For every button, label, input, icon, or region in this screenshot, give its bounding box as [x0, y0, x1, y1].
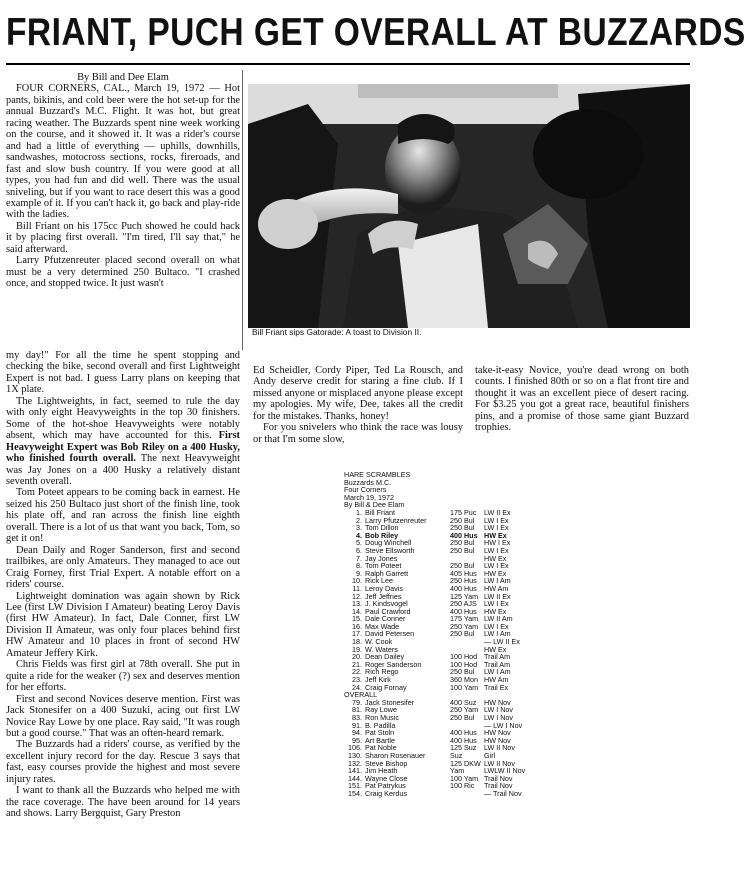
results-pos: 3. [356, 523, 362, 533]
article-paragraph: my day!" For all the time he spent stopping and checking the bike, second overall and first Lightweight Expert is not bad. I guess Larry plans on keeping that 1X plate. [6, 350, 240, 396]
photo-caption: Bill Friant sips Gatorade: A toast to Division II. [252, 327, 422, 337]
photo-bill-friant [248, 84, 690, 328]
results-pos: 17. [352, 629, 362, 639]
results-mach: 125 Yam [450, 591, 479, 601]
results-pos: 5. [356, 538, 362, 548]
results-pos: 8. [356, 561, 362, 571]
results-cls: LW II Nov [484, 758, 516, 768]
results-header-line: Four Corners [344, 485, 387, 495]
results-cls: HW Ex [484, 644, 507, 654]
results-pos: 14. [352, 606, 362, 616]
results-mach: 400 Hus [450, 728, 477, 738]
results-mach [450, 638, 484, 646]
article-paragraph: take-it-easy Novice, you're dead wrong on both counts. I finished 80th or so on a flat front tire and thought it was an excellent piece of desert racing. For $3.25 you got a great race, beautiful finishers pins, and a promise of those same giant Buzzard trophies. [475, 365, 689, 434]
results-mach: 100 Hod [450, 652, 478, 662]
results-table [344, 471, 584, 798]
results-header-line: March 19, 1972 [344, 492, 394, 502]
results-name: Ron Music [365, 713, 399, 722]
results-mach: 250 Yam [450, 621, 479, 631]
results-mach: 400 Hus [450, 530, 478, 540]
results-mach [450, 790, 484, 798]
article-paragraph: Chris Fields was first girl at 78th overall. She put in quite a ride for the weaker (?) sex and deserves mention for her efforts. [6, 659, 240, 694]
results-cls: Trail Nov [484, 773, 513, 783]
article-column-1-top [6, 72, 240, 348]
results-mach: 125 DKW [450, 758, 481, 768]
results-mach: Suz [450, 750, 463, 760]
results-cls: LW I Ex [484, 561, 509, 571]
results-mach: 125 Suz [450, 743, 477, 753]
results-pos: 18. [352, 637, 362, 647]
results-cls: HW Ex [484, 568, 507, 578]
results-pos: 15. [352, 614, 362, 624]
results-pos: 13. [352, 599, 362, 609]
results-pos: 7. [356, 553, 362, 563]
results-mach: 250 Bul [450, 523, 475, 533]
results-name: Rick Lee [365, 576, 393, 586]
results-name: Sharon Rosenauer [365, 750, 426, 760]
results-pos: 21. [352, 659, 362, 669]
results-cls: — Trail Nov [484, 788, 522, 798]
results-name: Tom Dillon [365, 523, 399, 533]
results-header-line: Buzzards M.C. [344, 477, 392, 487]
results-pos: 106. [348, 743, 362, 753]
results-name: Paul Crawford [365, 606, 411, 616]
results-mach: 100 Yam [450, 773, 479, 783]
results-pos: 24. [352, 682, 362, 692]
results-mach: 175 Puc [450, 507, 477, 517]
results-pos: 132. [348, 758, 362, 768]
results-name: Roger Sanderson [365, 659, 422, 669]
results-name: Leroy Davis [365, 583, 403, 593]
paragraph-text: The next Heavyweight was Jay Jones on a 400 Husky a relatively distant seventh overall. [6, 453, 240, 487]
results-cls: LW II Ex [484, 591, 511, 601]
results-name: W. Cook [365, 637, 393, 647]
results-header-line: HARE SCRAMBLES [344, 470, 411, 479]
results-mach: 100 Yam [450, 682, 479, 692]
results-pos: 16. [352, 621, 362, 631]
results-name: Bob Riley [365, 530, 399, 540]
results-name: Ralph Garrett [365, 568, 409, 578]
results-pos: 6. [356, 545, 362, 555]
article-paragraph: Tom Poteet appears to be coming back in earnest. He seized his 250 Bultaco just short of the finish line, took his plate off, and ran across the finish line eighth overall. There is a lot of us that want you back, Tom, so get it on! [6, 487, 240, 545]
results-mach: 250 Bul [450, 538, 475, 548]
results-name: W. Waters [365, 644, 398, 654]
results-name: Jim Heath [365, 766, 398, 776]
results-pos: 130. [348, 750, 362, 760]
results-pos: 79. [352, 697, 362, 707]
results-cls: LW I Ex [484, 545, 509, 555]
results-cls: HW Nov [484, 697, 511, 707]
headline: FRIANT, PUCH GET OVERALL AT BUZZARDS [6, 11, 746, 54]
results-pos: 2. [356, 515, 362, 525]
results-pos: 12. [352, 591, 362, 601]
results-name: Rich Rego [365, 667, 399, 677]
results-cls: Trail Ex [484, 682, 509, 692]
results-cls: LW II Ex [484, 507, 511, 517]
results-name: Ray Lowe [365, 705, 397, 715]
results-name: Art Bartle [365, 735, 395, 745]
results-cls: LW II Nov [484, 743, 516, 753]
results-name: Craig Fornay [365, 682, 407, 692]
results-name: Pat Noble [365, 743, 397, 753]
results-pos: 95. [352, 735, 362, 745]
results-cls: — LW I Nov [484, 720, 523, 730]
results-pos: 19. [352, 644, 362, 654]
results-mach: 400 Hus [450, 583, 477, 593]
results-pos: 154. [348, 788, 362, 798]
results-mach: 250 AJS [450, 599, 477, 609]
results-pos: 9. [356, 568, 362, 578]
results-name: Dean Dailey [365, 652, 405, 662]
results-mach: 400 Hus [450, 735, 477, 745]
results-rows-top [344, 509, 584, 691]
results-cls: Trail Am [484, 659, 511, 669]
article-column-2 [253, 365, 463, 465]
results-pos: 81. [352, 705, 362, 715]
bold-highlight: First Heavyweight Expert was Bob Riley on a 400 Husky, who finished fourth overall. [6, 430, 240, 465]
results-mach: 360 Mon [450, 675, 478, 685]
article-column-1-bottom [6, 350, 240, 892]
results-mach: 175 Yam [450, 614, 479, 624]
results-name: Jack Stonesifer [365, 697, 415, 707]
results-mach: 250 Bul [450, 561, 475, 571]
results-pos: 22. [352, 667, 362, 677]
results-pos: 141. [348, 766, 362, 776]
results-pos: 151. [348, 781, 362, 791]
results-cls: — LW II Ex [484, 637, 520, 647]
results-name: Larry Pfutzenreuter [365, 515, 427, 525]
results-cls: LW II Am [484, 614, 513, 624]
results-cls: HW I Ex [484, 538, 511, 548]
results-name: Pat Stoln [365, 728, 395, 738]
article-paragraph: FOUR CORNERS, CAL., March 19, 1972 — Hot pants, bikinis, and cold beer were the hot set-up for the annual Buzzard's M.C. Flight. It was hot, but great racing weather. The Buzzards spent nine week working on the course, and it showed it. It was a rider's course and had a little of everything — uphills, downhills, sandwashes, motocross sections, rocks, fireroads, and fast and slow bush country. If you were good at all types, you had fun and did well. There was the usual sniveling, but if you want to race desert this was a good example of it. If you can't hack it, go back and play-ride with the ladies. [6, 83, 240, 221]
results-mach: 250 Bul [450, 545, 475, 555]
results-cls: LW I Am [484, 667, 511, 677]
results-row [344, 790, 584, 798]
results-name: Tom Poteet [365, 561, 402, 571]
results-pos: 10. [352, 576, 362, 586]
results-mach: 250 Bul [450, 713, 475, 722]
results-row [344, 684, 584, 692]
headline-rule [6, 63, 690, 65]
results-cls: LWLW II Nov [484, 766, 526, 776]
results-pos: 1. [356, 507, 362, 517]
results-cls: LW I Am [484, 629, 511, 639]
article-paragraph: The Buzzards had a riders' course, as verified by the excellent injury record for the day. Rescue 3 says that fast, easy courses provide the highest and most severe injury rates. [6, 739, 240, 785]
results-name: Jeff Jeffries [365, 591, 402, 601]
results-name: Max Wade [365, 621, 400, 631]
results-cls: LW I Ex [484, 523, 509, 533]
article-paragraph: Bill Friant on his 175cc Puch showed he could hack it by placing first overall. "I'm tired, I'll say that," he said afterward. [6, 220, 240, 255]
results-overall-label: OVERALL [344, 690, 378, 700]
results-cls: HW Ex [484, 606, 507, 616]
results-mach: 250 Yam [450, 705, 479, 715]
results-name: David Petersen [365, 629, 415, 639]
byline: By Bill and Dee Elam [77, 72, 169, 83]
results-mach: Yam [450, 766, 465, 776]
results-cls: Trail Nov [484, 781, 513, 791]
results-name: Wayne Close [365, 773, 408, 783]
paragraph-text: The Lightweights, in fact, seemed to rule the day with only eight Heavyweights in the top 30 finishers. Some of the hot-shoe Heavyweights were notably absent, which may have accounted for this. [6, 395, 240, 442]
results-pos: 94. [352, 728, 362, 738]
results-mach: 400 Hus [450, 606, 477, 616]
results-mach: 400 Suz [450, 697, 477, 707]
results-cls: HW Nov [484, 735, 511, 745]
results-name: Jeff Kirk [365, 675, 391, 685]
results-mach: 250 Bul [450, 667, 475, 677]
results-name: Bill Friant [365, 507, 395, 517]
results-pos: 4. [356, 530, 362, 540]
results-name: Dale Conner [365, 614, 406, 624]
results-cls: Girl [484, 750, 496, 760]
results-name: Steve Bishop [365, 758, 408, 768]
article-paragraph: Dean Daily and Roger Sanderson, first and second trailbikes, are only Amateurs. They managed to ace out Craig Forney, first Trial Expert. A notable effort on a riders' course. [6, 544, 240, 591]
article-paragraph: Larry Pfutzenreuter placed second overall on what must be a very determined 250 Bultaco. "I crashed once, and stopped twice. It just wasn't [6, 255, 240, 290]
results-pos: 11. [352, 583, 362, 593]
photo-image [248, 84, 690, 328]
results-cls: HW Ex [484, 553, 507, 563]
results-cls: LW I Ex [484, 621, 509, 631]
results-pos: 91. [352, 720, 362, 730]
article-paragraph: Lightweight domination was again shown by Rick Lee (first LW Division I Amateur) beating Leroy Davis (first HW Amateur). In fact, Dale Conner, first LW Division II Amateur, was only four places behind first HW Amateur and 10 places in front of second HW Amateur Jeffery Kirk. [6, 590, 240, 659]
article-paragraph: For you snivelers who think the race was lousy or that I'm some slow, [253, 422, 463, 445]
results-header-line: By Bill & Dee Elam [344, 500, 405, 510]
results-mach: 250 Hus [450, 576, 477, 586]
results-name: Steve Ellsworth [365, 545, 415, 555]
results-cls: HW Nov [484, 728, 511, 738]
results-cls: Trail Am [484, 652, 511, 662]
results-cls: LW I Am [484, 576, 511, 586]
article-paragraph: First and second Novices deserve mention. First was Jack Stonesifer on a 400 Suzuki, acing out first LW Novice Ray Lowe by one place. Ray said, "It was rough but a good course." That was an often-heard remark. [6, 693, 240, 739]
results-name: Jay Jones [365, 553, 398, 563]
results-rows-bottom [344, 699, 584, 798]
results-cls: LW I Nov [484, 713, 514, 722]
results-name: Pat Patrykus [365, 781, 406, 791]
results-mach: 100 Hod [450, 659, 478, 669]
results-pos: 144. [348, 773, 362, 783]
results-name: Doug Winchell [365, 538, 412, 548]
results-cls: HW Am [484, 675, 509, 685]
results-pos: 23. [352, 675, 362, 685]
results-cls: LW I Ex [484, 599, 509, 609]
column-rule [242, 70, 243, 350]
results-mach: 250 Bul [450, 515, 475, 525]
results-name: Craig Kerdus [365, 788, 407, 798]
article-paragraph: Ed Scheidler, Cordy Piper, Ted La Rousch, and Andy deserve credit for staring a fine club. If I missed anyone or misplaced anyone please except my apologies. My wife, Dee, takes all the credit for the mistakes. Thanks, honey! [253, 365, 463, 422]
results-name: B. Padilla [365, 720, 396, 730]
article-paragraph [6, 396, 240, 488]
results-header [344, 471, 584, 509]
results-pos: 83. [352, 713, 362, 722]
article-column-3 [475, 365, 689, 465]
results-mach: 100 Ric [450, 781, 475, 791]
results-cls: HW Am [484, 583, 509, 593]
results-cls: LW I Nov [484, 705, 514, 715]
results-mach: 250 Bul [450, 629, 475, 639]
results-mach: 405 Hus [450, 568, 477, 578]
results-pos: 20. [352, 652, 362, 662]
results-cls: HW Ex [484, 530, 507, 540]
results-name: J. Kindsvogel [365, 599, 408, 609]
results-cls: LW I Ex [484, 515, 509, 525]
article-paragraph: I want to thank all the Buzzards who helped me with the race coverage. The have been around for 14 years and shows. Larry Bergquist, Gary Preston [6, 785, 240, 820]
